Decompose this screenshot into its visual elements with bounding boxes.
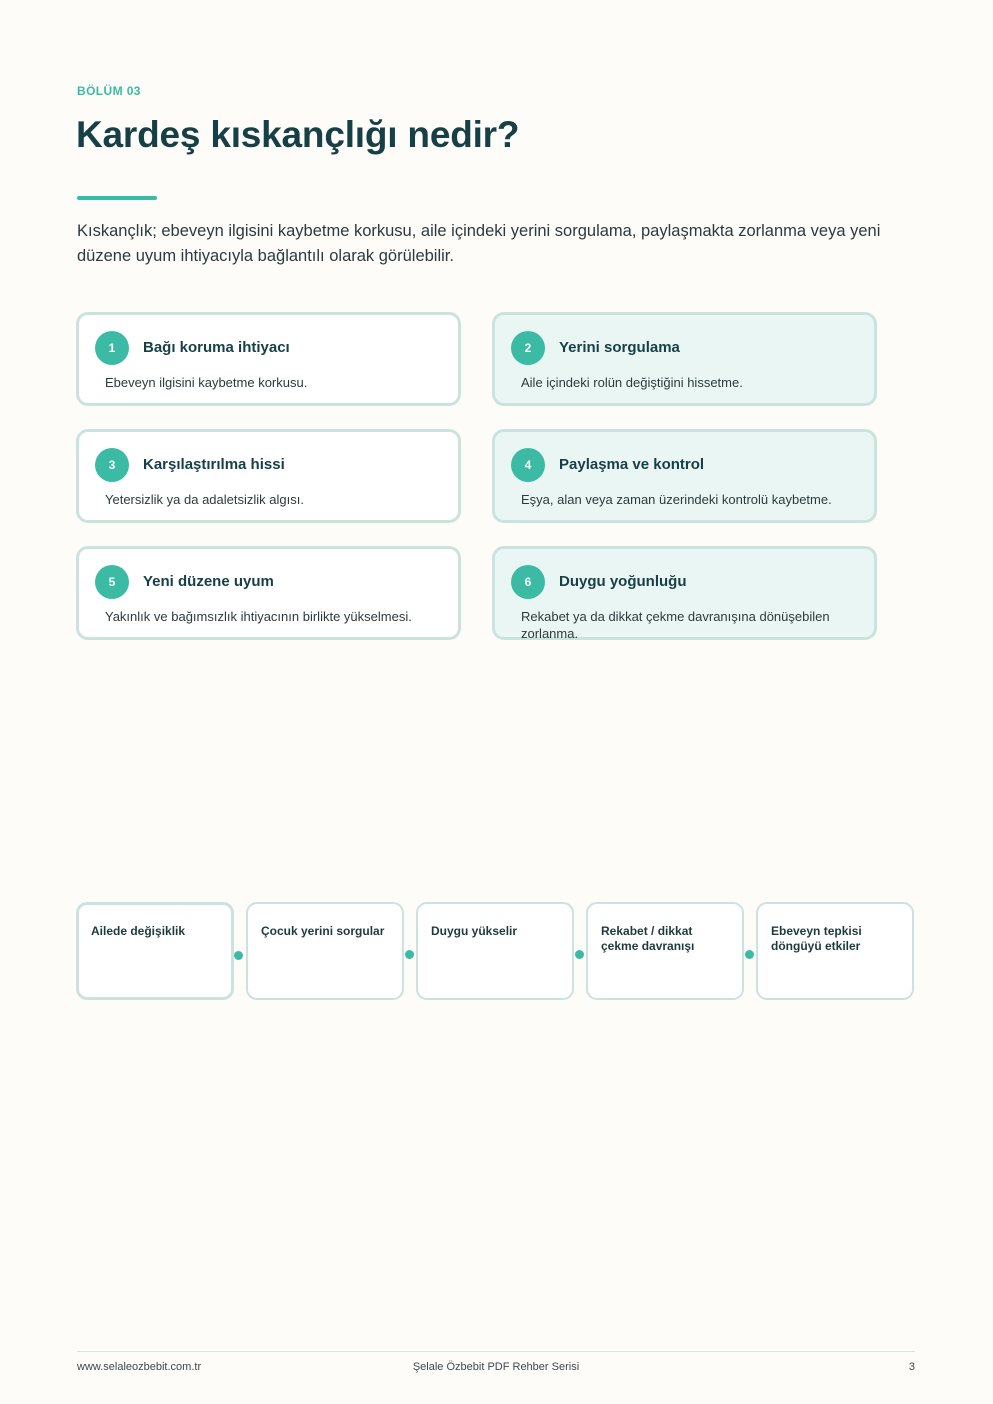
flow-step-5 (756, 902, 914, 1000)
reason-number-badge: 5 (95, 565, 129, 599)
title-underline (77, 196, 157, 200)
footer-series-title: Şelale Özbebit PDF Rehber Serisi (412, 1361, 580, 1373)
page-title: Kardeş kıskançlığı nedir? (76, 114, 520, 155)
reason-number-badge: 1 (95, 331, 129, 365)
reason-title: Bağı koruma ihtiyacı (143, 339, 290, 356)
connector-dot (234, 951, 243, 960)
intro-paragraph: Kıskançlık; ebeveyn ilgisini kaybetme korkusu, aile içindeki yerini sorgulama, paylaşmakta zorlanma veya yeni düzene uyum ihtiyacıyla bağlantılı olarak görülebilir. (77, 222, 881, 265)
page-number: 3 (908, 1361, 915, 1373)
reason-description: Aile içindeki rolün değiştiğini hissetme. (521, 375, 743, 390)
reason-title: Karşılaştırılma hissi (143, 456, 285, 473)
reasons-grid (76, 312, 877, 640)
reason-description: Ebeveyn ilgisini kaybetme korkusu. (105, 375, 308, 390)
footer-divider (77, 1351, 915, 1352)
cycle-flow (76, 902, 914, 1000)
flow-step-2 (246, 902, 404, 1000)
reason-title: Duygu yoğunluğu (559, 573, 687, 590)
connector-dot (575, 950, 584, 959)
flow-step-label: Duygu yükselir (431, 924, 518, 938)
reason-number-badge: 4 (511, 448, 545, 482)
section-label: BÖLÜM 03 (77, 84, 141, 98)
reason-description: Rekabet ya da dikkat çekme davranışına dönüşebilen zorlanma. (521, 609, 830, 641)
connector-dot (745, 950, 754, 959)
reason-card-4 (492, 429, 877, 523)
flow-step-label: Rekabet / dikkat çekme davranışı (601, 924, 695, 953)
reason-description: Yetersizlik ya da adaletsizlik algısı. (105, 492, 304, 507)
reason-card-2 (492, 312, 877, 406)
reason-card-6 (492, 546, 877, 640)
reason-card-1 (76, 312, 461, 406)
reason-description: Yakınlık ve bağımsızlık ihtiyacının birlikte yükselmesi. (105, 609, 412, 624)
footer-website-link[interactable]: www.selaleozbebit.com.tr (77, 1361, 202, 1373)
flow-step-label: Ailede değişiklik (91, 924, 186, 938)
connector-dot (405, 950, 414, 959)
flow-step-label: Çocuk yerini sorgular (261, 924, 385, 938)
flow-step-label: Ebeveyn tepkisi döngüyü etkiler (771, 924, 862, 953)
flow-step-3 (416, 902, 574, 1000)
reason-title: Yeni düzene uyum (143, 573, 274, 590)
reason-card-3 (76, 429, 461, 523)
reason-description: Eşya, alan veya zaman üzerindeki kontrolü kaybetme. (521, 492, 832, 507)
reason-number-badge: 6 (511, 565, 545, 599)
reason-number-badge: 2 (511, 331, 545, 365)
reason-title: Yerini sorgulama (559, 339, 680, 356)
reason-number-badge: 3 (95, 448, 129, 482)
flow-step-4 (586, 902, 744, 1000)
flow-step-1 (76, 902, 234, 1000)
reason-title: Paylaşma ve kontrol (559, 456, 705, 473)
reason-card-5 (76, 546, 461, 640)
